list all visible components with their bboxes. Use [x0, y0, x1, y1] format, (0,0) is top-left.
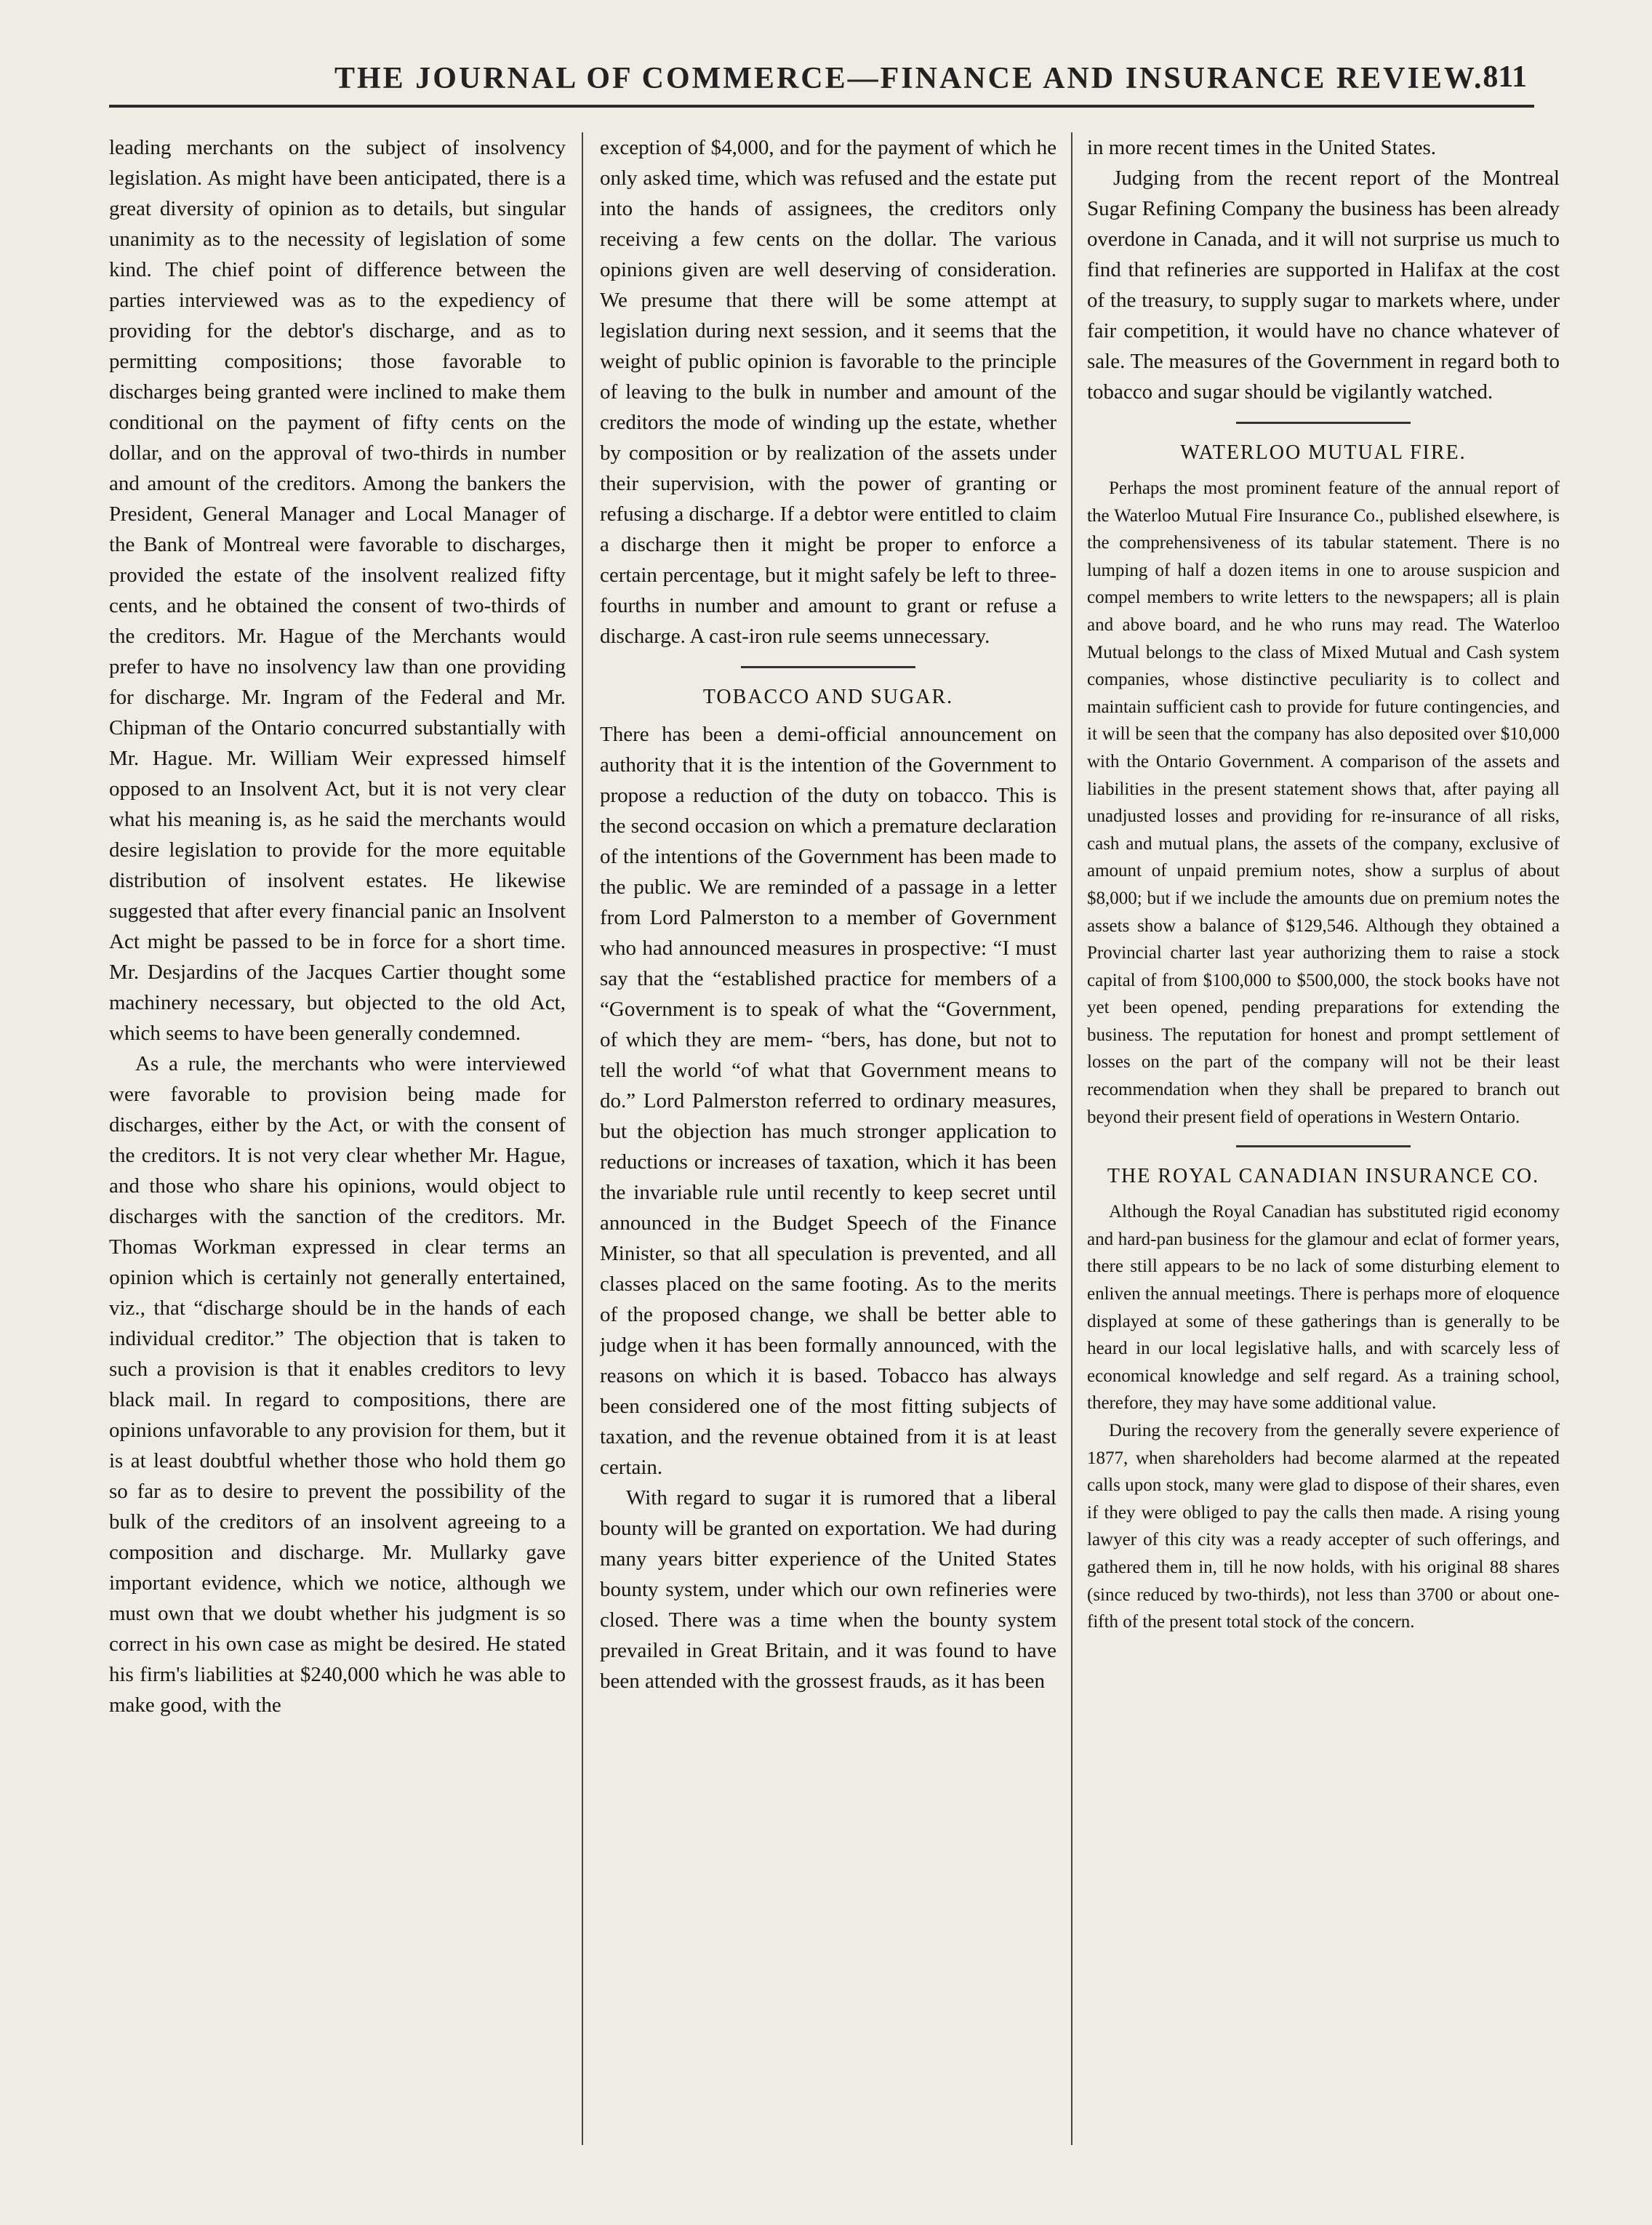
sugar-continuation: in more recent times in the United States.	[1087, 136, 1436, 159]
sugar-refining-paragraph: Judging from the recent report of the Montreal Sugar Refining Company the business has been already overdone in Canada, and it will not surprise us much to find that refineries are supported in Halifax at the cost of the treasury, to supply sugar to markets where, under fair competition, it would have no chance whatever of sale. The measures of the Government in regard both to tobacco and sugar should be vigilantly watched.	[1087, 167, 1560, 404]
royal-canadian-paragraph-1: Although the Royal Canadian has substituted rigid economy and hard-pan business for the glamour and eclat of former years, there still appears to be no lack of some disturbing element to enliven the annual meetings. There is perhaps more of eloquence displayed at some of these gatherings than is generally to be heard in our local legislative halls, and with scarcely less of economical knowledge and self regard. As a training school, therefore, they may have some additional value.	[1087, 1202, 1560, 1414]
section-divider	[741, 666, 915, 668]
section-divider	[1236, 1145, 1411, 1147]
page-number: 811	[1483, 60, 1527, 94]
sugar-paragraph: With regard to sugar it is rumored that a liberal bounty will be granted on exportation. We had during many years bitter experience of the United States bounty system, under which our own refineries were closed. There was a time when the bounty system prevailed in Great Britain, and it was found to have been attended with the grossest frauds, as it has been	[600, 1486, 1056, 1693]
waterloo-paragraph: Perhaps the most prominent feature of the annual report of the Waterloo Mutual Fire Insurance Co., published elsewhere, is the comprehensiveness of its tabular statement. There is no lumping of half a dozen items in one to arouse suspicion and compel members to write letters to the newspapers; all is plain and above board, and he who runs may read. The Waterloo Mutual belongs to the class of Mixed Mutual and Cash system companies, whose distinctive peculiarity is to collect and maintain sufficient cash to provide for future contingencies, and it will be seen that the company has also deposited over $10,000 with the Ontario Government. A comparison of the assets and liabilities in the present statement shows that, after paying all unadjusted losses and providing for re-insurance of all risks, cash and mutual plans, the assets of the company, exclusive of amount of unpaid premium notes, show a surplus of about $8,000; but if we include the amounts due on premium notes the assets show a balance of $129,546. Although they obtained a Provincial charter last year authorizing them to raise a stock capital of from $100,000 to $500,000, the stock books have not yet been opened, pending preparations for extending the business. The reputation for honest and prompt settlement of losses on the part of the company will not be their least recommendation when they shall be prepared to branch out beyond their present field of operations in Western Ontario.	[1087, 478, 1560, 1127]
page-header	[109, 57, 1534, 108]
insolvency-paragraph-2: As a rule, the merchants who were interviewed were favorable to provision being made for discharges, either by the Act, or with the consent of the creditors. It is not very clear whether Mr. Hague, and those who share his opinions, would object to discharges with the sanction of the creditors. Mr. Thomas Workman expressed in clear terms an opinion which is certainly not generally entertained, viz., that “discharge should be in the hands of each individual creditor.” The objection that is taken to such a provision is that it enables creditors to levy black mail. In regard to compositions, there are opinions unfavorable to any provision for them, but it is at least doubtful whether those who hold them go so far as to desire to prevent the possibility of the bulk of the creditors of an insolvent agreeing to a composition and discharge. Mr. Mullarky gave important evidence, which we notice, although we must own that we doubt whether his judgment is so correct in his own case as might be desired. He stated his firm's liabilities at $240,000 which he was able to make good, with the	[109, 1052, 566, 1717]
column-3	[1087, 132, 1560, 2145]
section-divider	[1236, 422, 1411, 424]
tobacco-sugar-heading: TOBACCO AND SUGAR.	[702, 686, 954, 708]
royal-canadian-heading: THE ROYAL CANADIAN INSURANCE CO.	[1107, 1165, 1540, 1188]
waterloo-heading: WATERLOO MUTUAL FIRE.	[1180, 441, 1467, 464]
running-head: THE JOURNAL OF COMMERCE—FINANCE AND INSURANCE REVIEW.	[334, 62, 1484, 95]
column-rule-2	[1071, 132, 1072, 2145]
insolvency-paragraph-1: leading merchants on the subject of insolvency legislation. As might have been anticipated, there is a great diversity of opinion as to details, but singular unanimity as to the necessity of legislation of some kind. The chief point of difference between the parties interviewed was as to the expediency of providing for the debtor's discharge, and as to permitting compositions; those favorable to discharges being granted were inclined to make them conditional on the payment of fifty cents on the dollar, and on the approval of two-thirds in number and amount of the creditors. Among the bankers the President, General Manager and Local Manager of the Bank of Montreal were favorable to discharges, provided the estate of the insolvent realized fifty cents, and he obtained the consent of two-thirds of the creditors. Mr. Hague of the Merchants would prefer to have no insolvency law than one providing for discharge. Mr. Ingram of the Federal and Mr. Chipman of the Ontario concurred substantially with Mr. Hague. Mr. William Weir expressed himself opposed to an Insolvent Act, but it is not very clear what his meaning is, as he said the merchants would desire legislation to provide for the more equitable distribution of insolvent estates. He likewise suggested that after every financial panic an Insolvent Act might be passed to be in force for a short time. Mr. Desjardins of the Jacques Cartier thought some machinery necessary, but objected to the old Act, which seems to have been generally condemned.	[109, 136, 566, 1045]
header-rule	[109, 105, 1534, 108]
column-rule-1	[582, 132, 583, 2145]
royal-canadian-paragraph-2: During the recovery from the generally severe experience of 1877, when shareholders had become alarmed at the repeated calls upon stock, many were glad to dispose of their shares, even if they were obliged to pay the calls then made. A rising young lawyer of this city was a ready accepter of such offerings, and gathered them in, till he now holds, with his original 88 shares (since reduced by two-thirds), not less than 3700 or about one-fifth of the present total stock of the concern.	[1087, 1421, 1560, 1632]
insolvency-paragraph-3: exception of $4,000, and for the payment of which he only asked time, which was refused and the estate put into the hands of assignees, the creditors only receiving a few cents on the dollar. The various opinions given are well deserving of consideration. We presume that there will be some attempt at legislation during next session, and it seems that the weight of public opinion is favorable to the principle of leaving to the bulk in number and amount of the creditors the mode of winding up the estate, whether by composition or by realization of the assets under their supervision, with the power of granting or refusing a discharge. If a debtor were entitled to claim a discharge then it might be proper to enforce a certain percentage, but it might safely be left to three-fourths in number and amount to grant or refuse a discharge. A cast-iron rule seems unnecessary.	[600, 136, 1056, 648]
tobacco-paragraph: There has been a demi-official announcement on authority that it is the intention of the Government to propose a reduction of the duty on tobacco. This is the second occasion on which a premature declaration of the intentions of the Government has been made to the public. We are reminded of a passage in a letter from Lord Palmerston to a member of Government who had announced measures in prospective: “I must say that the “established practice for members of a “Government is to speak of what the “Government, of which they are mem- “bers, has done, but not to tell the world “of what that Government means to do.” Lord Palmerston referred to ordinary measures, but the objection has much stronger application to reductions or increases of taxation, which it has been the invariable rule until recently to keep secret until announced in the Budget Speech of the Finance Minister, so that all speculation is prevented, and all classes placed on the same footing. As to the merits of the proposed change, we shall be better able to judge when it has been formally announced, with the reasons on which it is based. Tobacco has always been considered one of the most fitting subjects of taxation, and the revenue obtained from it is at least certain.	[600, 723, 1056, 1479]
column-2	[600, 132, 1056, 2145]
column-1	[109, 132, 566, 2145]
